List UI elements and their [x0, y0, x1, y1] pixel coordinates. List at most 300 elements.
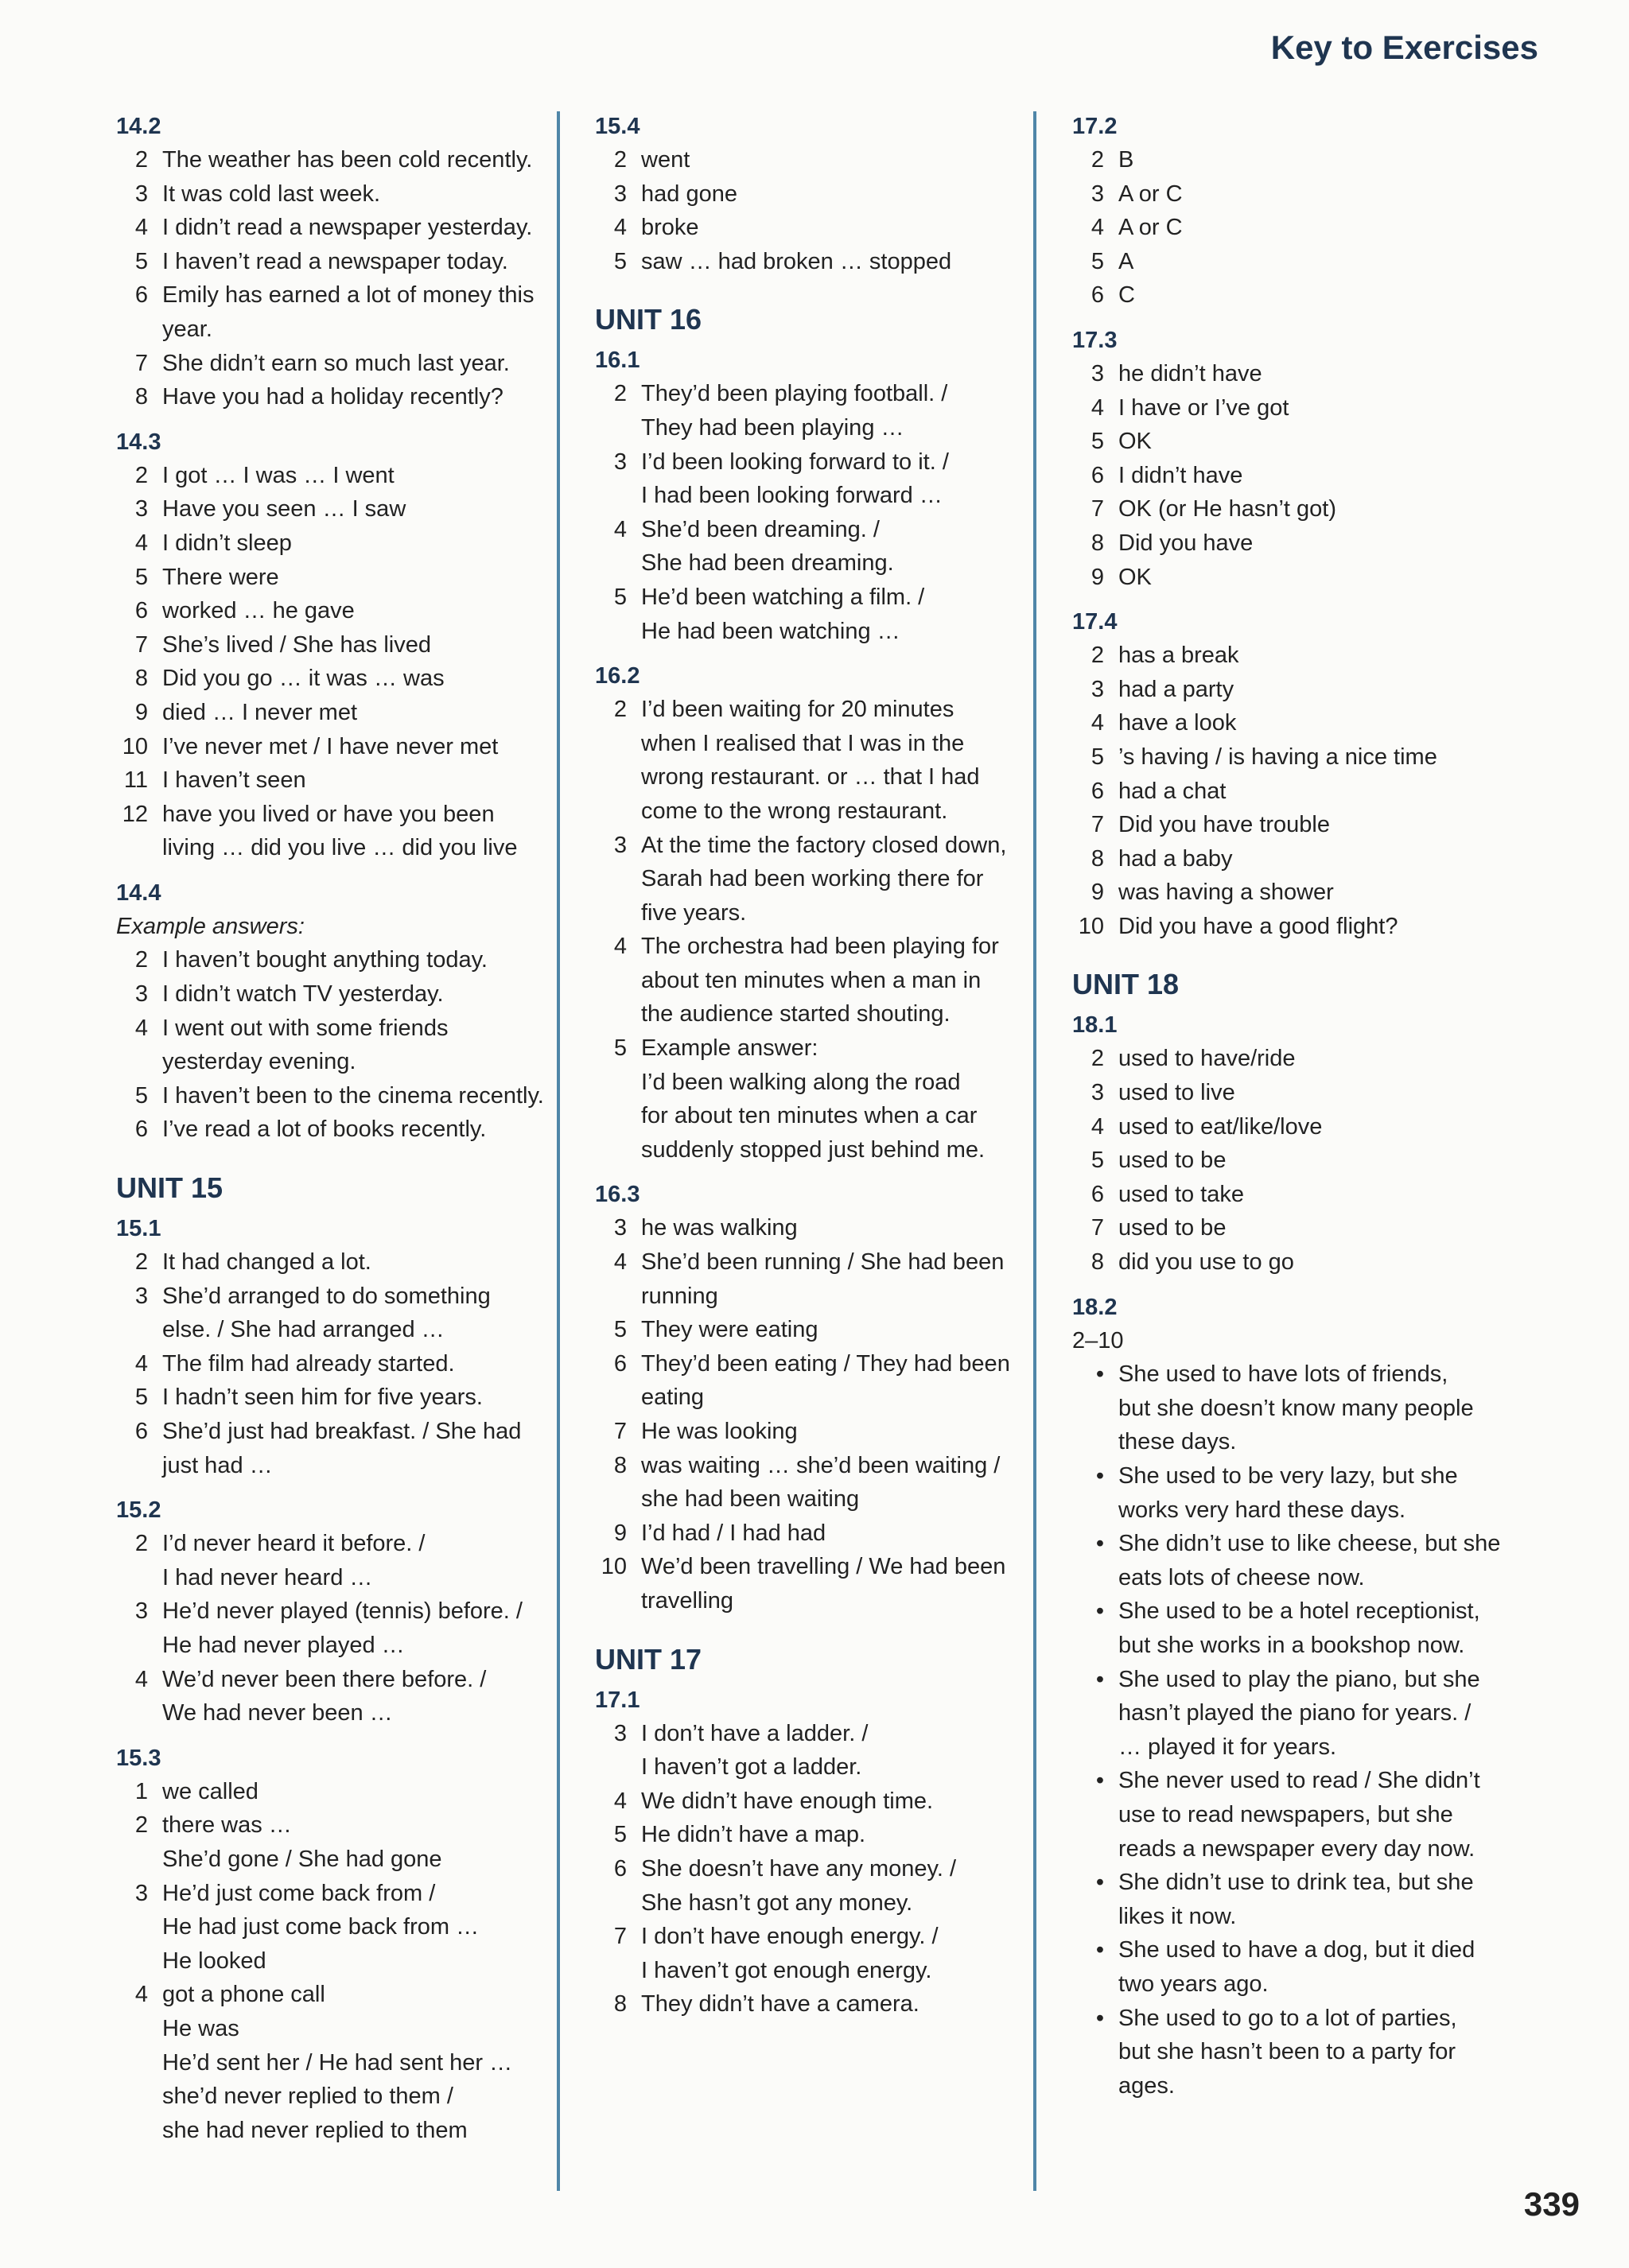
answer-number: 3: [134, 181, 148, 207]
answer-text: [162, 1877, 550, 1979]
answer-number: 6: [134, 598, 148, 624]
answer-number: 3: [1091, 676, 1104, 702]
answer-item: [116, 1280, 550, 1347]
answer-item: [116, 380, 550, 414]
answer-item: [1072, 910, 1518, 944]
answer-item: [595, 177, 1028, 212]
answer-text: [641, 1449, 1028, 1517]
answer-line: but she works in a bookshop now.: [1118, 1632, 1465, 1658]
answer-line: I have or I’ve got: [1118, 394, 1289, 421]
answer-number: 11: [123, 767, 148, 794]
answer-text: [641, 211, 1028, 245]
answer-number: 10: [1078, 913, 1104, 939]
bullet-item: [1072, 1357, 1518, 1459]
answer-text: [641, 245, 1028, 279]
answer-text: [641, 1313, 1028, 1347]
answer-column-2: [595, 110, 1028, 2021]
answer-text: [162, 1079, 550, 1113]
answer-line: I’ve read a lot of books recently.: [162, 1117, 487, 1143]
answer-text: [1118, 357, 1518, 391]
answer-line: She’s lived / She has lived: [162, 631, 432, 658]
answer-line: He’d just come back from /: [162, 1880, 436, 1906]
answer-item: [595, 930, 1028, 1031]
answer-line: had a baby: [1118, 845, 1233, 872]
answer-line: She used to have lots of friends,: [1118, 1361, 1448, 1388]
answer-line: works very hard these days.: [1118, 1497, 1406, 1523]
answer-line: They’d been eating / They had been: [641, 1350, 1010, 1377]
answer-text: [641, 445, 1028, 513]
answer-number: 3: [134, 1283, 148, 1309]
answer-number: 9: [613, 1520, 627, 1546]
answer-line: She’d arranged to do something: [162, 1283, 491, 1309]
answer-column-3: [1072, 110, 1518, 2103]
answer-item: [595, 1717, 1028, 1784]
answer-text: [1118, 1110, 1518, 1144]
answer-text: [1118, 706, 1518, 740]
unit-heading: UNIT 15: [116, 1171, 224, 1205]
answer-line: running: [641, 1283, 718, 1309]
answer-text: [162, 1113, 550, 1147]
answer-number: 3: [613, 1720, 627, 1746]
answer-item: [116, 177, 550, 212]
answer-number: 5: [134, 1384, 148, 1411]
answer-text: [1118, 1211, 1518, 1245]
answer-line: we called: [162, 1778, 259, 1804]
answer-line: just had …: [162, 1452, 273, 1478]
answer-item: [116, 347, 550, 381]
answer-item: [116, 211, 550, 245]
answer-line: He’d never played (tennis) before. /: [162, 1598, 523, 1625]
answer-item: [1072, 245, 1518, 279]
answer-line: A or C: [1118, 215, 1183, 241]
answer-line: At the time the factory closed down,: [641, 832, 1007, 858]
answer-text: [162, 763, 550, 798]
answer-number: 4: [613, 1788, 627, 1814]
answer-line: when I realised that I was in the: [641, 730, 965, 756]
answer-number: 2: [134, 947, 148, 973]
bullet-text: [1118, 1764, 1518, 1866]
answer-line: the audience started shouting.: [641, 1001, 951, 1027]
answer-number: 5: [1091, 248, 1104, 274]
answer-number: 5: [134, 564, 148, 590]
bullet-text: [1118, 1594, 1518, 1662]
answer-line: I didn’t read a newspaper yesterday.: [162, 215, 533, 241]
answer-line: got a phone call: [162, 1982, 325, 2008]
answer-text: [1118, 526, 1518, 561]
answer-line: worked … he gave: [162, 598, 355, 624]
answer-text: [162, 696, 550, 730]
answer-number: 4: [613, 215, 627, 241]
answer-line: … played it for years.: [1118, 1734, 1336, 1760]
answer-line: A: [1118, 248, 1134, 274]
answer-line: A or C: [1118, 181, 1183, 207]
answer-item: [116, 763, 550, 798]
answer-item: [1072, 639, 1518, 673]
answer-item: [595, 211, 1028, 245]
answer-number: 8: [134, 666, 148, 692]
answer-text: [162, 594, 550, 628]
answer-text: [1118, 842, 1518, 876]
answer-number: 4: [134, 1982, 148, 2008]
answer-number: 9: [1091, 880, 1104, 906]
answer-item: [116, 1663, 550, 1730]
bullet-text: [1118, 1866, 1518, 1933]
answer-line: yesterday evening.: [162, 1049, 356, 1075]
answer-number: 5: [613, 1317, 627, 1343]
exercise-number: 16.2: [595, 663, 640, 689]
answer-number: 2: [134, 147, 148, 173]
answer-line: ’s having / is having a nice time: [1118, 744, 1437, 770]
answer-line: He was looking: [641, 1419, 798, 1444]
answer-item: [1072, 391, 1518, 425]
answer-text: [641, 513, 1028, 581]
answer-item: [116, 1347, 550, 1381]
answer-item: [1072, 1076, 1518, 1110]
column-divider: [557, 111, 560, 2191]
answer-text: [1118, 459, 1518, 493]
answer-line: two years ago.: [1118, 1971, 1269, 1997]
answer-line: ages.: [1118, 2072, 1175, 2099]
answer-number: 2: [613, 697, 627, 723]
answer-line: It had changed a lot.: [162, 1249, 371, 1276]
answer-text: [641, 1245, 1028, 1313]
answer-line: He had never played …: [162, 1632, 405, 1658]
answer-line: used to be: [1118, 1148, 1227, 1174]
answer-line: She hasn’t got any money.: [641, 1889, 913, 1916]
answer-line: had a chat: [1118, 778, 1227, 804]
answer-number: 9: [1091, 564, 1104, 590]
answer-text: [641, 1211, 1028, 1245]
answer-number: 4: [134, 215, 148, 241]
bullet-icon: •: [1095, 1463, 1104, 1489]
answer-text: [162, 245, 550, 279]
exercise-number: 15.4: [595, 114, 640, 139]
answer-number: 8: [1091, 1249, 1104, 1276]
answer-item: [1072, 1042, 1518, 1076]
answer-item: [595, 143, 1028, 177]
answer-line: I haven’t got a ladder.: [641, 1754, 862, 1781]
answer-line: I don’t have a ladder. /: [641, 1720, 869, 1746]
answer-line: he was walking: [641, 1215, 798, 1241]
answer-text: [162, 347, 550, 381]
bullet-item: [1072, 1663, 1518, 1765]
answer-line: We’d been travelling / We had been: [641, 1554, 1006, 1580]
answer-number: 4: [134, 530, 148, 556]
answer-item: [1072, 842, 1518, 876]
answer-text: [641, 1550, 1028, 1618]
answer-line: Emily has earned a lot of money this: [162, 282, 535, 309]
answer-line: went: [641, 147, 690, 173]
answer-line: They had been playing …: [641, 414, 904, 441]
answer-text: [162, 730, 550, 764]
answer-text: [162, 278, 550, 346]
answer-item: [116, 943, 550, 977]
bullet-item: [1072, 1594, 1518, 1662]
answer-text: [1118, 143, 1518, 177]
answer-item: [116, 1775, 550, 1809]
answer-item: [595, 1784, 1028, 1819]
answer-text: [162, 1594, 550, 1662]
answer-item: [116, 1245, 550, 1280]
answer-line: She’d been dreaming. /: [641, 516, 880, 542]
answer-number: 7: [134, 631, 148, 658]
answer-number: 3: [613, 181, 627, 207]
answer-text: [162, 977, 550, 1012]
answer-number: 3: [134, 1880, 148, 1906]
answer-number: 7: [1091, 496, 1104, 522]
answer-number: 2: [134, 1249, 148, 1276]
bullet-text: [1118, 1933, 1518, 2001]
answer-line: Sarah had been working there for: [641, 866, 984, 892]
answer-line: Did you go … it was … was: [162, 666, 445, 692]
answer-number: 3: [613, 832, 627, 858]
answer-item: [116, 492, 550, 526]
answer-line: Have you seen … I saw: [162, 496, 406, 522]
answer-number: 12: [122, 801, 148, 827]
answer-number: 4: [1091, 215, 1104, 241]
answer-line: The weather has been cold recently.: [162, 147, 533, 173]
answer-number: 5: [134, 1082, 148, 1109]
answer-number: 7: [613, 1924, 627, 1950]
answer-item: [116, 1978, 550, 2147]
answer-text: [162, 798, 550, 865]
answer-text: [162, 1415, 550, 1482]
answer-item: [1072, 808, 1518, 842]
answer-number: 3: [134, 981, 148, 1008]
answer-number: 4: [613, 516, 627, 542]
answer-text: [162, 943, 550, 977]
answer-item: [116, 278, 550, 346]
answer-text: [1118, 808, 1518, 842]
bullet-icon: •: [1095, 2005, 1104, 2031]
answer-text: [162, 1978, 550, 2147]
answer-number: 8: [1091, 530, 1104, 556]
answer-number: 3: [134, 1598, 148, 1625]
answer-number: 6: [134, 282, 148, 309]
answer-line: He was: [162, 2015, 239, 2041]
answer-item: [116, 1877, 550, 1979]
answer-line: I didn’t sleep: [162, 530, 292, 556]
answer-text: [162, 1280, 550, 1347]
answer-line: saw … had broken … stopped: [641, 248, 952, 274]
answer-text: [1118, 211, 1518, 245]
answer-line: used to take: [1118, 1181, 1244, 1207]
answer-line: about ten minutes when a man in: [641, 967, 982, 993]
answer-number: 3: [134, 496, 148, 522]
answer-line: she had never replied to them: [162, 2117, 468, 2143]
answer-line: She used to go to a lot of parties,: [1118, 2005, 1457, 2031]
answer-text: [1118, 492, 1518, 526]
bullet-item: [1072, 2002, 1518, 2103]
answer-line: she had been waiting: [641, 1486, 860, 1513]
answer-text: [1118, 1042, 1518, 1076]
answer-number: 8: [134, 384, 148, 410]
answer-number: 2: [613, 381, 627, 407]
answer-item: [1072, 740, 1518, 775]
answer-text: [162, 1245, 550, 1280]
answer-line: I’d been walking along the road: [641, 1069, 961, 1095]
answer-item: [595, 1449, 1028, 1517]
answer-item: [595, 513, 1028, 581]
answer-line: She doesn’t have any money. /: [641, 1855, 957, 1882]
answer-line: Did you have a good flight?: [1118, 913, 1398, 939]
answer-line: likes it now.: [1118, 1903, 1237, 1929]
answer-text: [1118, 639, 1518, 673]
answer-line: have a look: [1118, 710, 1237, 736]
answer-item: [1072, 561, 1518, 595]
unit-heading: UNIT 16: [595, 303, 702, 336]
answer-text: [1118, 1076, 1518, 1110]
answer-line: She never used to read / She didn’t: [1118, 1768, 1480, 1794]
answer-text: [162, 662, 550, 696]
answer-text: [641, 829, 1028, 930]
answer-line: We didn’t have enough time.: [641, 1788, 934, 1814]
answer-text: [1118, 775, 1518, 809]
answer-number: 3: [1091, 360, 1104, 386]
answer-item: [595, 445, 1028, 513]
answer-text: [162, 1663, 550, 1730]
answer-number: 4: [1091, 1113, 1104, 1140]
answer-item: [116, 730, 550, 764]
answer-line: I’d had / I had had: [641, 1520, 826, 1546]
answer-number: 3: [1091, 1080, 1104, 1106]
answer-text: [641, 1818, 1028, 1852]
answer-item: [116, 245, 550, 279]
answer-line: had gone: [641, 181, 737, 207]
answer-text: [1118, 910, 1518, 944]
exercise-number: 14.2: [116, 114, 161, 139]
answer-number: 5: [134, 248, 148, 274]
answer-item: [1072, 278, 1518, 313]
exercise-number: 16.1: [595, 348, 640, 374]
answer-number: 7: [134, 350, 148, 376]
answer-line: OK: [1118, 564, 1152, 590]
answer-item: [1072, 425, 1518, 459]
answer-line: reads a newspaper every day now.: [1118, 1835, 1475, 1862]
answer-line: There were: [162, 564, 279, 590]
answer-text: [162, 628, 550, 662]
answer-line: come to the wrong restaurant.: [641, 798, 948, 824]
answer-item: [1072, 177, 1518, 212]
answer-item: [595, 1245, 1028, 1313]
answer-number: 4: [134, 1666, 148, 1692]
answer-item: [1072, 1211, 1518, 1245]
exercise-number: 15.3: [116, 1745, 161, 1771]
answer-number: 3: [613, 449, 627, 475]
answer-line: She’d just had breakfast. / She had: [162, 1419, 522, 1444]
answer-line: She used to play the piano, but she: [1118, 1666, 1480, 1692]
answer-number: 9: [134, 699, 148, 725]
bullet-icon: •: [1095, 1598, 1104, 1625]
exercise-number: 18.2: [1072, 1294, 1118, 1320]
exercise-number: 14.4: [116, 880, 161, 906]
answer-line: eats lots of cheese now.: [1118, 1564, 1365, 1590]
answer-line: We’d never been there before. /: [162, 1666, 487, 1692]
answer-item: [116, 798, 550, 865]
answer-item: [1072, 459, 1518, 493]
answer-text: [1118, 876, 1518, 910]
answer-line: I didn’t watch TV yesterday.: [162, 981, 444, 1008]
answer-line: suddenly stopped just behind me.: [641, 1136, 986, 1163]
answer-line: I got … I was … I went: [162, 462, 395, 488]
answer-line: she’d never replied to them /: [162, 2084, 453, 2110]
unit-heading: UNIT 17: [595, 1642, 702, 1676]
exercise-number: 14.3: [116, 429, 161, 455]
exercise-number: 17.4: [1072, 609, 1118, 635]
answer-number: 6: [134, 1117, 148, 1143]
answer-number: 2: [134, 1531, 148, 1557]
answer-line: I had been looking forward …: [641, 483, 943, 509]
bullet-item: [1072, 1764, 1518, 1866]
answer-line: wrong restaurant. or … that I had: [641, 764, 980, 790]
answer-number: 5: [1091, 429, 1104, 455]
answer-number: 2: [1091, 1046, 1104, 1072]
answer-line: The orchestra had been playing for: [641, 934, 999, 960]
answer-number: 8: [613, 1991, 627, 2018]
answer-number: 1: [134, 1778, 148, 1804]
answer-line: broke: [641, 215, 699, 241]
answer-line: I haven’t read a newspaper today.: [162, 248, 508, 274]
exercise-number: 15.1: [116, 1216, 161, 1242]
answer-number: 7: [613, 1419, 627, 1444]
answer-text: [162, 143, 550, 177]
answer-item: [116, 561, 550, 595]
answer-item: [595, 693, 1028, 828]
answer-item: [116, 696, 550, 730]
answer-line: but she hasn’t been to a party for: [1118, 2039, 1456, 2065]
answer-number: 6: [613, 1855, 627, 1882]
answer-item: [1072, 1144, 1518, 1178]
answer-item: [116, 1113, 550, 1147]
answer-text: [162, 1808, 550, 1876]
answer-line: eating: [641, 1384, 705, 1411]
answer-line: I’d never heard it before. /: [162, 1531, 426, 1557]
answer-line: there was …: [162, 1812, 292, 1839]
bullet-text: [1118, 2002, 1518, 2103]
answer-line: He had been watching …: [641, 618, 900, 644]
answer-text: [641, 1784, 1028, 1819]
answer-line: He had just come back from …: [162, 1914, 480, 1940]
answer-text: [641, 1987, 1028, 2021]
answer-text: [641, 177, 1028, 212]
answer-text: [162, 211, 550, 245]
exercise-number: 15.2: [116, 1497, 161, 1524]
answer-line: Did you have: [1118, 530, 1254, 556]
answer-number: 6: [1091, 462, 1104, 488]
answer-line: OK (or He hasn’t got): [1118, 496, 1336, 522]
answer-item: [1072, 1110, 1518, 1144]
answer-range: 2–10: [1072, 1327, 1124, 1353]
answer-line: She used to be a hotel receptionist,: [1118, 1598, 1480, 1625]
answer-item: [595, 1852, 1028, 1920]
answer-item: [595, 1987, 1028, 2021]
answer-text: [1118, 278, 1518, 313]
answer-number: 2: [134, 462, 148, 488]
answer-text: [162, 492, 550, 526]
answer-text: [162, 1381, 550, 1415]
answer-line: was having a shower: [1118, 880, 1334, 906]
answer-text: [1118, 425, 1518, 459]
answer-line: travelling: [641, 1587, 734, 1614]
answer-number: 8: [1091, 845, 1104, 872]
exercise-number: 18.1: [1072, 1012, 1118, 1039]
answer-item: [116, 1079, 550, 1113]
answer-item: [595, 1415, 1028, 1449]
answer-number: 6: [1091, 282, 1104, 309]
example-note: Example answers:: [116, 913, 305, 939]
answer-line: He’d sent her / He had sent her …: [162, 2049, 513, 2076]
answer-item: [595, 1031, 1028, 1167]
